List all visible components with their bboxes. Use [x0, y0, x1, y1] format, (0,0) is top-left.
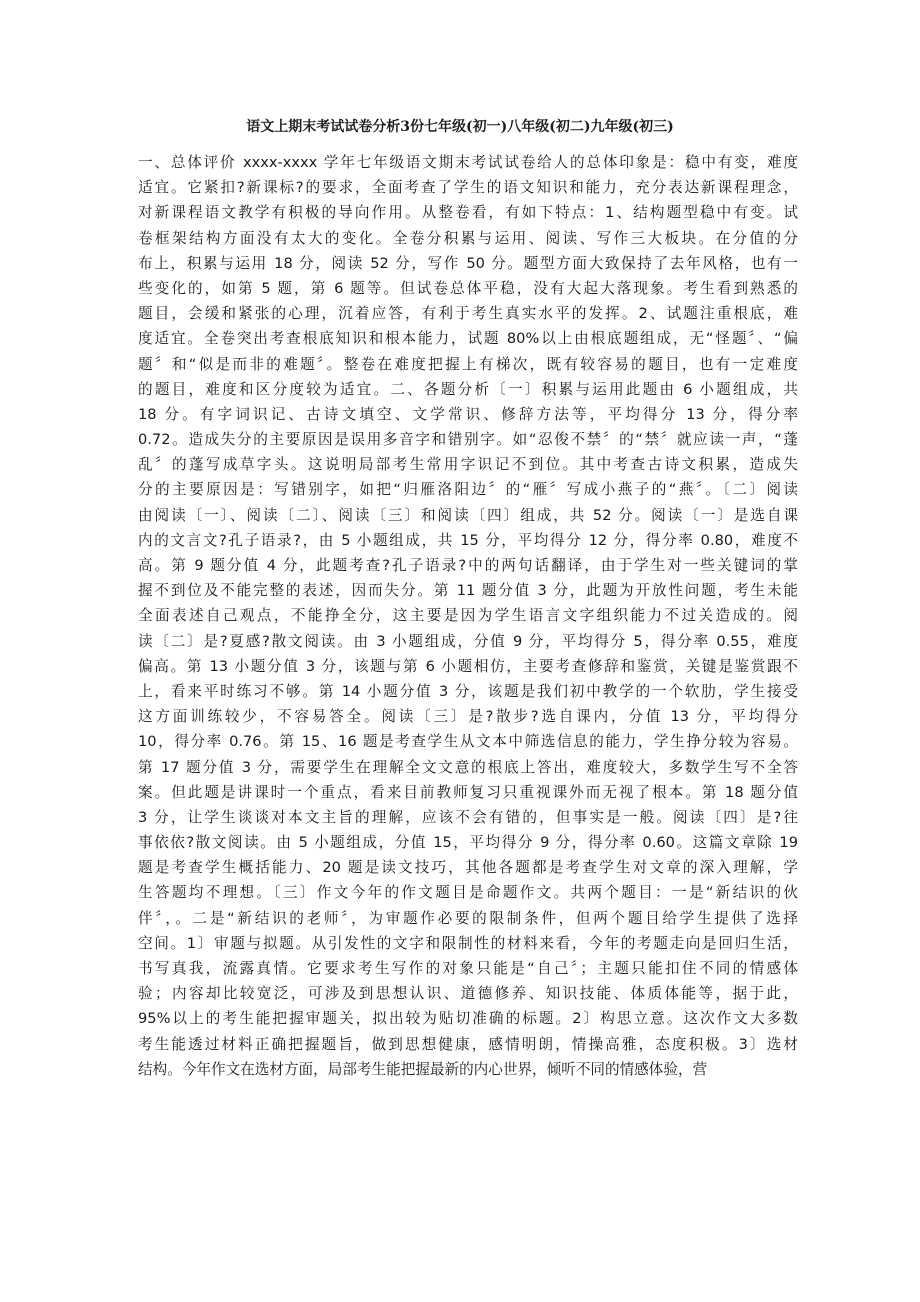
body-line: 案。但此题是讲课时一个重点，看来目前教师复习只重视课外而无视了根本。第 18 题分值 — [138, 783, 798, 801]
body-line: 考生能透过材料正确把握题旨，做到思想健康，感情明朗，情操高雅，态度积极。3〕选材 — [138, 1035, 798, 1053]
body-line: 握不到位及不能完整的表述，因而失分。第 11 题分值 3 分，此题为开放性问题，考生未能 — [138, 582, 798, 600]
body-line: 95%以上的考生能把握审题关，拟出较为贴切准确的标题。2〕构思立意。这次作文大多数 — [138, 1010, 798, 1028]
body-line: 读〔二〕是?夏感?散文阅读。由 3 小题组成，分值 9 分，平均得分 5，得分率 0.55，难度 — [138, 632, 798, 650]
body-line: 些变化的，如第 5 题，第 6 题等。但试卷总体平稳，没有大起大落现象。考生看到熟悉的 — [138, 279, 798, 297]
body-line: 内的文言文?孔子语录?，由 5 小题组成，共 15 分，平均得分 12 分，得分率 0.80，难度不 — [138, 531, 798, 549]
document-title: 语文上期末考试试卷分析3份七年级(初一)八年级(初二)九年级(初三) — [246, 119, 674, 135]
body-line: 适宜。它紧扣?新课标?的要求，全面考查了学生的语文知识和能力，充分表达新课程理念， — [138, 179, 798, 197]
body-line: 3 分，让学生谈谈对本文主旨的理解，应该不会有错的，但事实是一般。阅读〔四〕是?往 — [138, 808, 798, 826]
body-line: 事依依?散文阅读。由 5 小题组成，分值 15，平均得分 9 分，得分率 0.60。这篇文章除 19 — [138, 834, 798, 852]
body-line: 分的主要原因是：写错别字，如把“归雁洛阳边〞的“雁〞写成小燕子的“燕〞。〔二〕阅读 — [138, 481, 798, 499]
body-line: 偏高。第 13 小题分值 3 分，该题与第 6 小题相仿，主要考查修辞和鉴赏，关键是鉴赏跟不 — [138, 657, 798, 675]
body-line: 由阅读〔一〕、阅读〔二〕、阅读〔三〕和阅读〔四〕组成，共 52 分。阅读〔一〕是选自课 — [138, 506, 798, 524]
body-line: 高。第 9 题分值 4 分，此题考查?孔子语录?中的两句话翻译，由于学生对一些关键词的掌 — [138, 557, 798, 574]
body-line: 生答题均不理想。〔三〕作文今年的作文题目是命题作文。共两个题目：一是“新结识的伙 — [138, 884, 798, 902]
body-line: 第 17 题分值 3 分，需要学生在理解全文文意的根底上答出，难度较大，多数学生写不全答 — [138, 758, 798, 776]
body-line: 乱〞的蓬写成草字头。这说明局部考生常用字识记不到位。其中考查古诗文积累，造成失 — [138, 456, 798, 474]
body-line: 题目，会缓和紧张的心理，沉着应答，有利于考生真实水平的发挥。2、试题注重根底，难 — [138, 305, 798, 323]
document-body — [138, 150, 798, 1082]
body-line: 题〞和“似是而非的难题〞。整卷在难度把握上有梯次，既有较容易的题目，也有一定难度 — [138, 355, 798, 373]
body-line: 空间。1〕审题与拟题。从引发性的文字和限制性的材料来看，今年的考题走向是回归生活， — [138, 934, 798, 952]
body-line: 伴〞，。二是“新结识的老师〞，为审题作必要的限制条件，但两个题目给学生提供了选择 — [138, 909, 798, 927]
body-line: 18 分。有字词识记、古诗文填空、文学常识、修辞方法等，平均得分 13 分，得分率 — [138, 405, 798, 423]
body-line: 这方面训练较少，不容易答全。阅读〔三〕是?散步?选自课内，分值 13 分，平均得分 — [138, 708, 798, 726]
body-line: 一、总体评价 xxxx-xxxx 学年七年级语文期末考试试卷给人的总体印象是：稳中有变，难度 — [138, 154, 798, 171]
body-line: 布上，积累与运用 18 分，阅读 52 分，写作 50 分。题型方面大致保持了去年风格，也有一 — [138, 254, 798, 272]
body-line: 的题目，难度和区分度较为适宜。二、各题分析〔一〕积累与运用此题由 6 小题组成，共 — [138, 380, 798, 398]
body-line: 结构。今年作文在选材方面，局部考生能把握最新的内心世界，倾听不同的情感体验，营 — [138, 1060, 708, 1078]
body-line: 全面表述自己观点，不能挣全分，这主要是因为学生语言文字组织能力不过关造成的。阅 — [138, 607, 798, 625]
body-line: 10，得分率 0.76。第 15、16 题是考查学生从文本中筛选信息的能力，学生挣分较为容易。 — [138, 733, 798, 751]
body-line: 上，看来平时练习不够。第 14 小题分值 3 分，该题是我们初中教学的一个软肋，学生接受 — [138, 682, 798, 700]
body-line: 书写真我，流露真情。它要求考生写作的对象只能是“自己〞；主题只能扣住不同的情感体 — [138, 960, 798, 977]
body-line: 对新课程语文教学有积极的导向作用。从整卷看，有如下特点：1、结构题型稳中有变。试 — [138, 204, 798, 222]
body-line: 题是考查学生概括能力、20 题是读文技巧，其他各题都是考查学生对文章的深入理解，学 — [138, 859, 798, 877]
body-line: 0.72。造成失分的主要原因是误用多音字和错别字。如“忍俊不禁〞的“禁〞就应读一声，“蓬 — [138, 431, 798, 449]
body-line: 度适宜。全卷突出考查根底知识和根本能力，试题 80%以上由根底题组成，无“怪题〞、“偏 — [138, 330, 798, 348]
body-line: 卷框架结构方面没有太大的变化。全卷分积累与运用、阅读、写作三大板块。在分值的分 — [138, 229, 798, 247]
body-line: 验；内容却比较宽泛，可涉及到思想认识、道德修养、知识技能、体质体能等，据于此， — [138, 985, 798, 1003]
